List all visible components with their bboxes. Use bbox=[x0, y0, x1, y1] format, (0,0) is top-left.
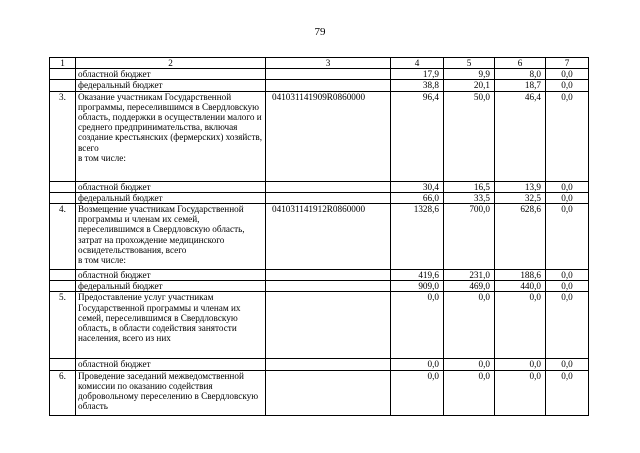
row-code bbox=[266, 359, 391, 370]
value-col4: 1328,6 bbox=[391, 204, 444, 270]
row-index: 6. bbox=[50, 370, 76, 415]
header-cell: 3 bbox=[266, 58, 391, 69]
value-col4: 419,6 bbox=[391, 270, 444, 281]
row-index: 4. bbox=[50, 204, 76, 270]
value-col4: 0,0 bbox=[391, 370, 444, 415]
value-col6: 0,0 bbox=[495, 359, 546, 370]
value-col7: 0,0 bbox=[546, 91, 589, 181]
table-row bbox=[50, 359, 589, 370]
table-row bbox=[50, 281, 589, 292]
header-cell: 6 bbox=[495, 58, 546, 69]
value-col4: 909,0 bbox=[391, 281, 444, 292]
row-index: 5. bbox=[50, 292, 76, 359]
value-col7: 0,0 bbox=[546, 181, 589, 192]
row-index bbox=[50, 359, 76, 370]
header-cell: 5 bbox=[444, 58, 495, 69]
value-col4: 0,0 bbox=[391, 292, 444, 359]
value-col5: 469,0 bbox=[444, 281, 495, 292]
header-cell: 2 bbox=[76, 58, 266, 69]
row-index bbox=[50, 281, 76, 292]
row-name: федеральный бюджет bbox=[76, 80, 266, 91]
value-col7: 0,0 bbox=[546, 80, 589, 91]
value-col7: 0,0 bbox=[546, 370, 589, 415]
value-col5: 50,0 bbox=[444, 91, 495, 181]
value-col6: 18,7 bbox=[495, 80, 546, 91]
row-name: Предоставление услуг участникам Государственной программы и членам их семей, переселившимся в Свердловскую область, в области содействия занятости населения, всего из них bbox=[76, 292, 266, 359]
row-code bbox=[266, 192, 391, 203]
header-cell: 7 bbox=[546, 58, 589, 69]
row-name: Проведение заседаний межведомственной комиссии по оказанию содействия добровольному переселению в Свердловскую область bbox=[76, 370, 266, 415]
value-col5: 0,0 bbox=[444, 292, 495, 359]
table-row bbox=[50, 292, 589, 359]
value-col4: 38,8 bbox=[391, 80, 444, 91]
value-col6: 8,0 bbox=[495, 69, 546, 80]
table-row bbox=[50, 69, 589, 80]
row-index bbox=[50, 80, 76, 91]
value-col6: 0,0 bbox=[495, 370, 546, 415]
value-col5: 0,0 bbox=[444, 359, 495, 370]
header-cell: 4 bbox=[391, 58, 444, 69]
header-cell: 1 bbox=[50, 58, 76, 69]
value-col5: 9,9 bbox=[444, 69, 495, 80]
row-code bbox=[266, 80, 391, 91]
value-col7: 0,0 bbox=[546, 69, 589, 80]
table-row bbox=[50, 181, 589, 192]
value-col6: 46,4 bbox=[495, 91, 546, 181]
value-col6: 0,0 bbox=[495, 292, 546, 359]
row-name: областной бюджет bbox=[76, 181, 266, 192]
row-name: федеральный бюджет bbox=[76, 192, 266, 203]
row-code: 041031141912R0860000 bbox=[266, 204, 391, 270]
value-col6: 32,5 bbox=[495, 192, 546, 203]
row-name: областной бюджет bbox=[76, 359, 266, 370]
row-name: областной бюджет bbox=[76, 270, 266, 281]
value-col4: 17,9 bbox=[391, 69, 444, 80]
value-col5: 0,0 bbox=[444, 370, 495, 415]
value-col7: 0,0 bbox=[546, 292, 589, 359]
header-row bbox=[50, 58, 589, 69]
value-col7: 0,0 bbox=[546, 204, 589, 270]
table-row bbox=[50, 80, 589, 91]
table-row bbox=[50, 91, 589, 181]
row-index bbox=[50, 69, 76, 80]
row-name: Оказание участникам Государственной программы, переселившимся в Свердловскую область, поддержки в осуществлении малого и среднего предпринимательства, включая создание крестьянских (фермерских) хозяйств, всего в том числе: bbox=[76, 91, 266, 181]
value-col4: 66,0 bbox=[391, 192, 444, 203]
table-row bbox=[50, 370, 589, 415]
value-col7: 0,0 bbox=[546, 281, 589, 292]
value-col7: 0,0 bbox=[546, 192, 589, 203]
row-code: 041031141909R0860000 bbox=[266, 91, 391, 181]
value-col7: 0,0 bbox=[546, 359, 589, 370]
table-row bbox=[50, 192, 589, 203]
row-name: Возмещение участникам Государственной программы и членам их семей, переселившимся в Свердловскую область, затрат на прохождение медицинского освидетельствования, всего в том числе: bbox=[76, 204, 266, 270]
row-index bbox=[50, 270, 76, 281]
row-code bbox=[266, 370, 391, 415]
value-col5: 16,5 bbox=[444, 181, 495, 192]
row-index bbox=[50, 181, 76, 192]
row-name: областной бюджет bbox=[76, 69, 266, 80]
value-col4: 30,4 bbox=[391, 181, 444, 192]
value-col4: 96,4 bbox=[391, 91, 444, 181]
value-col7: 0,0 bbox=[546, 270, 589, 281]
row-code bbox=[266, 69, 391, 80]
value-col6: 440,0 bbox=[495, 281, 546, 292]
table-row bbox=[50, 270, 589, 281]
row-code bbox=[266, 292, 391, 359]
row-name: федеральный бюджет bbox=[76, 281, 266, 292]
value-col5: 231,0 bbox=[444, 270, 495, 281]
row-code bbox=[266, 181, 391, 192]
table-row bbox=[50, 204, 589, 270]
value-col6: 188,6 bbox=[495, 270, 546, 281]
value-col5: 20,1 bbox=[444, 80, 495, 91]
budget-table bbox=[49, 57, 589, 416]
row-code bbox=[266, 270, 391, 281]
value-col6: 628,6 bbox=[495, 204, 546, 270]
value-col5: 33,5 bbox=[444, 192, 495, 203]
value-col6: 13,9 bbox=[495, 181, 546, 192]
row-code bbox=[266, 281, 391, 292]
row-index: 3. bbox=[50, 91, 76, 181]
row-index bbox=[50, 192, 76, 203]
value-col5: 700,0 bbox=[444, 204, 495, 270]
page-number: 79 bbox=[314, 26, 326, 38]
value-col4: 0,0 bbox=[391, 359, 444, 370]
